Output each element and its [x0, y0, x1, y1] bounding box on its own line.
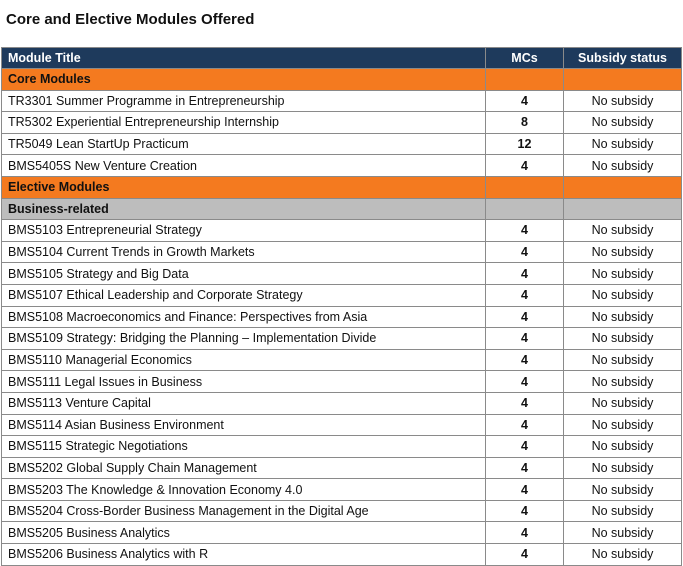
subsidy-status: No subsidy	[564, 284, 682, 306]
subsidy-status: No subsidy	[564, 241, 682, 263]
header-module: Module Title	[2, 48, 486, 69]
module-mcs: 4	[486, 544, 564, 566]
table-row	[2, 241, 682, 263]
subsection-business	[2, 198, 682, 220]
module-mcs: 4	[486, 457, 564, 479]
table-row	[2, 479, 682, 501]
subsidy-status: No subsidy	[564, 90, 682, 112]
module-mcs: 4	[486, 220, 564, 242]
module-mcs: 4	[486, 522, 564, 544]
header-subsidy: Subsidy status	[564, 48, 682, 69]
subsidy-status: No subsidy	[564, 263, 682, 285]
module-title: TR3301 Summer Programme in Entrepreneurship	[2, 90, 486, 112]
module-title: BMS5104 Current Trends in Growth Markets	[2, 241, 486, 263]
table-row	[2, 544, 682, 566]
module-mcs: 4	[486, 306, 564, 328]
table-row	[2, 263, 682, 285]
subsidy-status: No subsidy	[564, 457, 682, 479]
subsection-label: Business-related	[2, 198, 486, 220]
module-mcs: 4	[486, 436, 564, 458]
table-row	[2, 112, 682, 134]
subsidy-status: No subsidy	[564, 133, 682, 155]
module-title: BMS5111 Legal Issues in Business	[2, 371, 486, 393]
subsidy-status: No subsidy	[564, 349, 682, 371]
table-row	[2, 220, 682, 242]
table-row	[2, 500, 682, 522]
section-label: Elective Modules	[2, 176, 486, 198]
subsidy-status: No subsidy	[564, 414, 682, 436]
subsidy-status: No subsidy	[564, 436, 682, 458]
module-mcs: 4	[486, 328, 564, 350]
module-mcs: 4	[486, 155, 564, 177]
subsidy-status: No subsidy	[564, 479, 682, 501]
module-title: BMS5205 Business Analytics	[2, 522, 486, 544]
module-mcs: 4	[486, 392, 564, 414]
module-title: BMS5110 Managerial Economics	[2, 349, 486, 371]
module-mcs: 4	[486, 414, 564, 436]
subsidy-status: No subsidy	[564, 392, 682, 414]
table-row	[2, 284, 682, 306]
module-mcs: 12	[486, 133, 564, 155]
subsidy-status: No subsidy	[564, 522, 682, 544]
module-mcs: 4	[486, 349, 564, 371]
table-row	[2, 155, 682, 177]
table-row	[2, 436, 682, 458]
module-mcs: 4	[486, 479, 564, 501]
table-row	[2, 371, 682, 393]
table-row	[2, 349, 682, 371]
table-row	[2, 306, 682, 328]
module-title: BMS5108 Macroeconomics and Finance: Perspectives from Asia	[2, 306, 486, 328]
table-row	[2, 328, 682, 350]
module-mcs: 4	[486, 371, 564, 393]
module-mcs: 4	[486, 90, 564, 112]
table-row	[2, 133, 682, 155]
module-title: BMS5103 Entrepreneurial Strategy	[2, 220, 486, 242]
subsidy-status: No subsidy	[564, 112, 682, 134]
header-mcs: MCs	[486, 48, 564, 69]
subsidy-status: No subsidy	[564, 544, 682, 566]
subsidy-status: No subsidy	[564, 328, 682, 350]
module-title: BMS5105 Strategy and Big Data	[2, 263, 486, 285]
subsidy-status: No subsidy	[564, 500, 682, 522]
section-core	[2, 69, 682, 91]
section-label: Core Modules	[2, 69, 486, 91]
modules-table	[1, 47, 682, 566]
subsidy-status: No subsidy	[564, 306, 682, 328]
module-title: BMS5107 Ethical Leadership and Corporate Strategy	[2, 284, 486, 306]
module-title: BMS5113 Venture Capital	[2, 392, 486, 414]
table-body	[2, 69, 682, 566]
subsidy-status: No subsidy	[564, 371, 682, 393]
module-title: BMS5405S New Venture Creation	[2, 155, 486, 177]
table-row	[2, 392, 682, 414]
module-title: TR5049 Lean StartUp Practicum	[2, 133, 486, 155]
page-title: Core and Elective Modules Offered	[6, 11, 255, 28]
section-elective	[2, 176, 682, 198]
module-title: BMS5114 Asian Business Environment	[2, 414, 486, 436]
module-title: BMS5202 Global Supply Chain Management	[2, 457, 486, 479]
module-mcs: 4	[486, 500, 564, 522]
table-row	[2, 457, 682, 479]
table-row	[2, 90, 682, 112]
module-mcs: 4	[486, 241, 564, 263]
module-mcs: 4	[486, 284, 564, 306]
table-row	[2, 414, 682, 436]
module-mcs: 8	[486, 112, 564, 134]
table-row	[2, 522, 682, 544]
module-title: BMS5204 Cross-Border Business Management in the Digital Age	[2, 500, 486, 522]
module-title: TR5302 Experiential Entrepreneurship Internship	[2, 112, 486, 134]
module-title: BMS5203 The Knowledge & Innovation Economy 4.0	[2, 479, 486, 501]
module-title: BMS5109 Strategy: Bridging the Planning – Implementation Divide	[2, 328, 486, 350]
subsidy-status: No subsidy	[564, 155, 682, 177]
subsidy-status: No subsidy	[564, 220, 682, 242]
module-mcs: 4	[486, 263, 564, 285]
module-title: BMS5115 Strategic Negotiations	[2, 436, 486, 458]
table-header	[2, 48, 682, 69]
module-title: BMS5206 Business Analytics with R	[2, 544, 486, 566]
